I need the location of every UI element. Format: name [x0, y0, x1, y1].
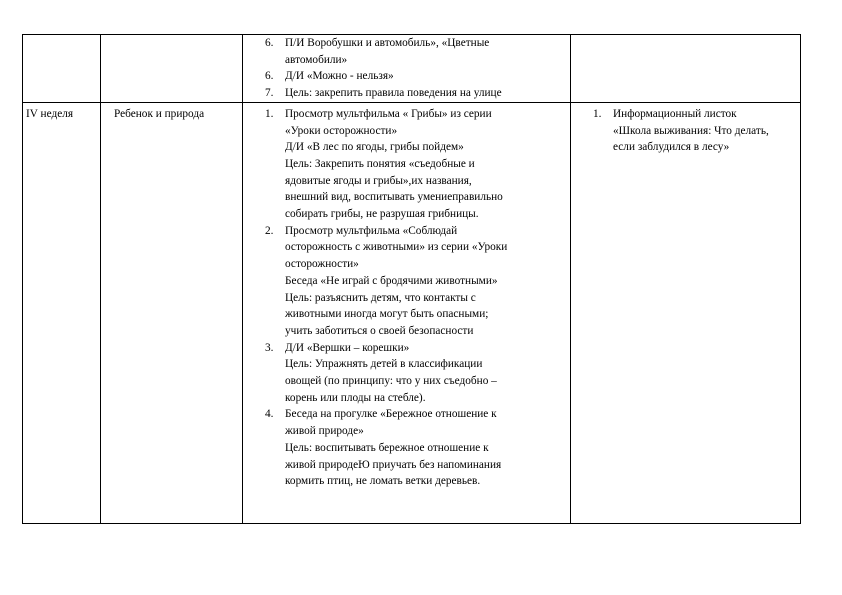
activities-cell [243, 102, 571, 523]
week-cell [23, 102, 101, 523]
list-item-number: 1. [265, 107, 274, 120]
activities-list [243, 103, 570, 490]
list-item-number: 2. [265, 224, 274, 237]
list-item-line: Цель: Закрепить понятия «съедобные и [285, 157, 475, 170]
list-item-line: внешний вид, воспитывать умениеправильно [285, 191, 503, 204]
table-row [23, 35, 801, 103]
list-item-line: овощей (по принципу: что у них съедобно – [285, 375, 497, 388]
list-item-line: Беседа на прогулке «Бережное отношение к [285, 408, 497, 421]
list-item-line: «Школа выживания: Что делать, [613, 124, 769, 137]
list-item-line: Цель: воспитывать бережное отношение к [285, 441, 489, 454]
list-item-number: 3. [265, 341, 274, 354]
list-item-line: живой природе» [285, 425, 364, 438]
list-item-number: 4. [265, 408, 274, 421]
list-item-line: П/И Воробушки и автомобиль», «Цветные [285, 37, 490, 49]
activities-list [243, 35, 570, 102]
list-item [243, 406, 570, 490]
list-item-line: осторожность с животными» из серии «Уроки [285, 241, 508, 254]
list-item-line: Просмотр мультфильма « Грибы» из серии [285, 107, 492, 120]
list-item-line: автомобили» [285, 53, 348, 66]
activities-cell [243, 35, 571, 103]
list-item-line: Цель: Упражнять детей в классификации [285, 358, 483, 371]
list-item-line: учить заботиться о своей безопасности [285, 324, 474, 337]
list-item-line: ядовитые ягоды и грибы»,их названия, [285, 174, 472, 187]
list-item-number: 1. [593, 107, 602, 120]
list-item-line: осторожности» [285, 258, 359, 271]
list-item-line: Беседа «Не играй с бродячими животными» [285, 274, 498, 287]
week-cell [23, 35, 101, 103]
list-item-line: живой природеЮ приучать без напоминания [285, 458, 502, 471]
topic-cell [101, 102, 243, 523]
parents-list [571, 103, 800, 156]
list-item-line: Информационный листок [613, 107, 737, 120]
list-item [243, 68, 570, 85]
table-row [23, 102, 801, 523]
parents-cell [571, 35, 801, 103]
list-item-line: собирать грибы, не разрушая грибницы. [285, 208, 479, 221]
list-item-number: 6. [265, 37, 274, 49]
list-item-line: кормить птиц, не ломать ветки деревьев. [285, 475, 481, 488]
list-item [243, 106, 570, 223]
parents-cell [571, 102, 801, 523]
list-item [571, 106, 800, 156]
list-item-line: Д/И «В лес по ягоды, грибы пойдем» [285, 141, 464, 154]
list-item-number: 6. [265, 70, 274, 83]
list-item-line: животными иногда могут быть опасными; [285, 308, 489, 321]
list-item-line: Цель: закрепить правила поведения на улице [285, 87, 502, 100]
plan-table [22, 34, 801, 524]
list-item [243, 35, 570, 68]
list-item-line: Д/И «Можно - нельзя» [285, 70, 394, 83]
list-item-line: корень или плоды на стебле). [285, 391, 426, 404]
list-item-line: Просмотр мультфильма «Соблюдай [285, 224, 458, 237]
list-item [243, 223, 570, 340]
topic-label: Ребенок и природа [114, 107, 205, 120]
week-label: IV неделя [26, 107, 74, 120]
list-item-line: «Уроки осторожности» [285, 124, 398, 137]
list-item-line: Д/И «Вершки – корешки» [285, 341, 410, 354]
list-item-number: 7. [265, 87, 274, 100]
list-item [243, 85, 570, 102]
list-item [243, 340, 570, 407]
topic-cell [101, 35, 243, 103]
list-item-line: Цель: разъяснить детям, что контакты с [285, 291, 476, 304]
list-item-line: если заблудился в лесу» [613, 141, 730, 154]
